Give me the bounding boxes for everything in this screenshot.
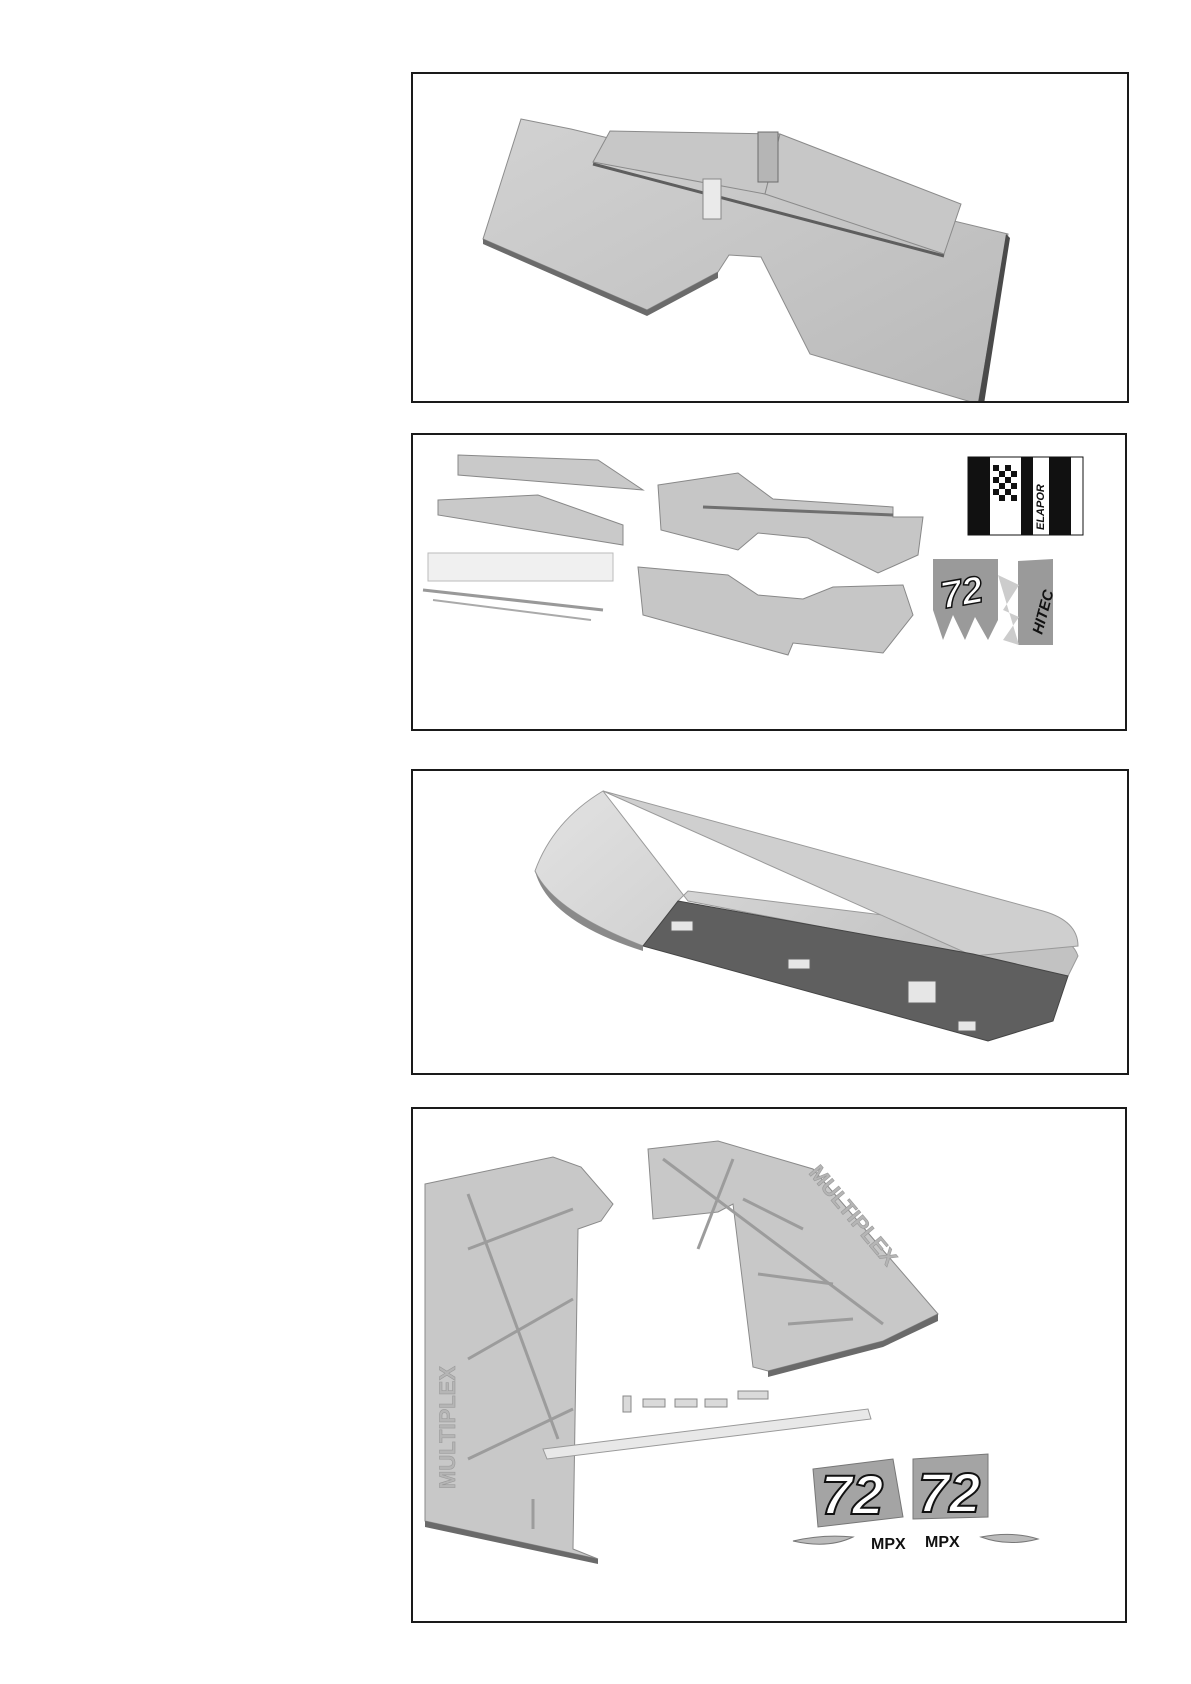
wing-half-left: [425, 1157, 613, 1559]
small-parts: [623, 1391, 768, 1412]
hinge-1: [671, 921, 693, 931]
decal-number-72: [933, 559, 998, 640]
stab-part-top: [658, 473, 923, 573]
wing-panel-illustration: [413, 771, 1129, 1075]
decal-number-72-pair: [813, 1454, 988, 1527]
servo-bay: [908, 981, 936, 1003]
hinge-3: [958, 1021, 976, 1031]
decal-number-text: 72: [937, 568, 987, 618]
emboss-text-right: MULTIPLEX: [804, 1160, 903, 1271]
wing-halves-illustration: [413, 1109, 1127, 1623]
decal-sheet-checker: [968, 457, 1083, 535]
figure-kit-parts: [411, 433, 1127, 731]
spar-rod: [543, 1409, 871, 1459]
decal-sponsor-text: HITEC: [1029, 588, 1058, 637]
fin-part-middle: [438, 495, 623, 545]
kit-parts-illustration: [413, 435, 1127, 731]
figure-horizontal-stabilizer: [411, 72, 1129, 403]
figure-wing-halves: [411, 1107, 1127, 1623]
hinge-2: [788, 959, 810, 969]
stabilizer-illustration: [413, 74, 1129, 403]
emboss-text-left: MULTIPLEX: [435, 1365, 460, 1489]
control-horn: [758, 132, 778, 182]
decal-brand-text: ELAPOR: [1035, 484, 1047, 530]
decal-sponsor: [998, 559, 1058, 645]
decal-number-text-2: 72: [918, 1461, 981, 1524]
fin-part-top: [458, 455, 643, 490]
stab-part-bottom: [638, 567, 913, 655]
mpx-logo-2: MPX: [925, 1534, 960, 1551]
figure-wing-panel: [411, 769, 1129, 1075]
mpx-logo-1: MPX: [871, 1536, 906, 1553]
decal-mpx-logos: [793, 1534, 1038, 1553]
decal-number-text-1: 72: [821, 1463, 884, 1526]
